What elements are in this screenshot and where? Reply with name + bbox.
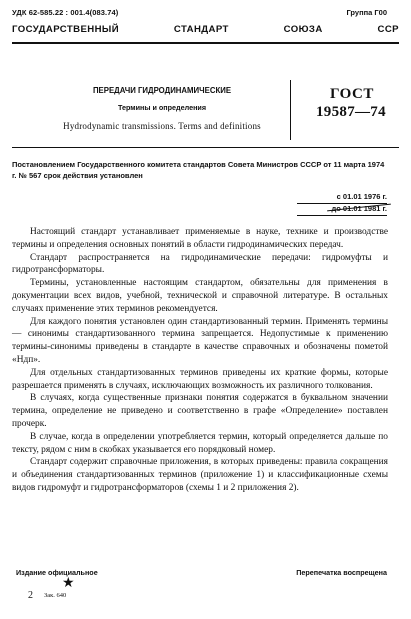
star-icon: ★ (62, 576, 75, 591)
gost-label: ГОСТ (330, 86, 374, 102)
title-block (12, 86, 312, 131)
en-title: Hydrodynamic transmissions. Terms and definitions (63, 121, 261, 131)
body-text (12, 226, 388, 495)
page-number: 2 (28, 590, 33, 601)
middle-rule (12, 147, 399, 148)
ru-title: ПЕРЕДАЧИ ГИДРОДИНАМИЧЕСКИЕ (92, 86, 232, 95)
paragraph: В случае, когда в определении употребляется термин, который определяется дальше по тексту, рядом с ним в скобках указывается его порядковый номер. (12, 431, 388, 455)
order-number: Зак. 640 (44, 592, 67, 599)
paragraph: Стандарт распространяется на гидродинамические передачи: гидромуфты и гидротрансформаторы. (12, 252, 388, 276)
reprint-prohibited-note: Перепечатка воспрещена (296, 568, 387, 577)
group-code: Группа Г00 (346, 8, 387, 17)
paragraph: В случаях, когда существенные признаки понятия содержатся в буквальном значении термина, определение не приведено и соответственно в графе «Определение» поставлен прочерк. (12, 393, 388, 429)
date-current: с 01.01 1976 г. (297, 192, 387, 204)
udk-code: УДК 62-585.22 : 001.4(083.74) (12, 8, 119, 17)
title-divider (290, 80, 291, 140)
ru-subtitle: Термины и определения (117, 103, 207, 112)
paragraph: Термины, установленные настоящим стандартом, обязательны для применения в документации всех видов, учебной, технической и справочной литературе. В остальных случаях применение этих терминов рекомендуется. (12, 278, 388, 314)
state-standard-heading: ГОСУДАРСТВЕННЫЙ СТАНДАРТ СОЮЗА ССР (12, 24, 399, 35)
date-old (297, 204, 387, 216)
paragraph: Стандарт содержит справочные приложения, в которых приведены: правила сокращения и объединения стандартизованных терминов (приложение 1) и классификационные схемы видов гидромуфт и гидротрансформаторов (схемы 1 и 2 приложения 2). (12, 457, 388, 493)
paragraph: Для отдельных стандартизованных терминов приведены их краткие формы, которые разрешается применять в случаях, исключающих возможность их различного толкования. (12, 367, 388, 391)
official-edition-note: Издание официальное (16, 568, 98, 577)
date-old-struck: до 01.01 1981 г. (331, 204, 387, 213)
decree-text: Постановлением Государственного комитета стандартов Совета Министров СССР от 11 марта 1974 г. № 567 срок действия установлен (12, 160, 385, 180)
validity-dates (297, 192, 387, 216)
gost-number: 19587—74 (316, 104, 386, 120)
top-rule (12, 42, 399, 44)
paragraph: Настоящий стандарт устанавливает применяемые в науке, технике и производстве термины и определения основных понятий в области гидродинамических передач. (12, 227, 388, 250)
paragraph: Для каждого понятия установлен один стандартизованный термин. Применять термины — синонимы стандартизованного термина запрещается. Недопустимые к применению термины-синонимы приведены в стандарте в качестве справочных и обозначены пометой «Ндп». (12, 316, 388, 365)
